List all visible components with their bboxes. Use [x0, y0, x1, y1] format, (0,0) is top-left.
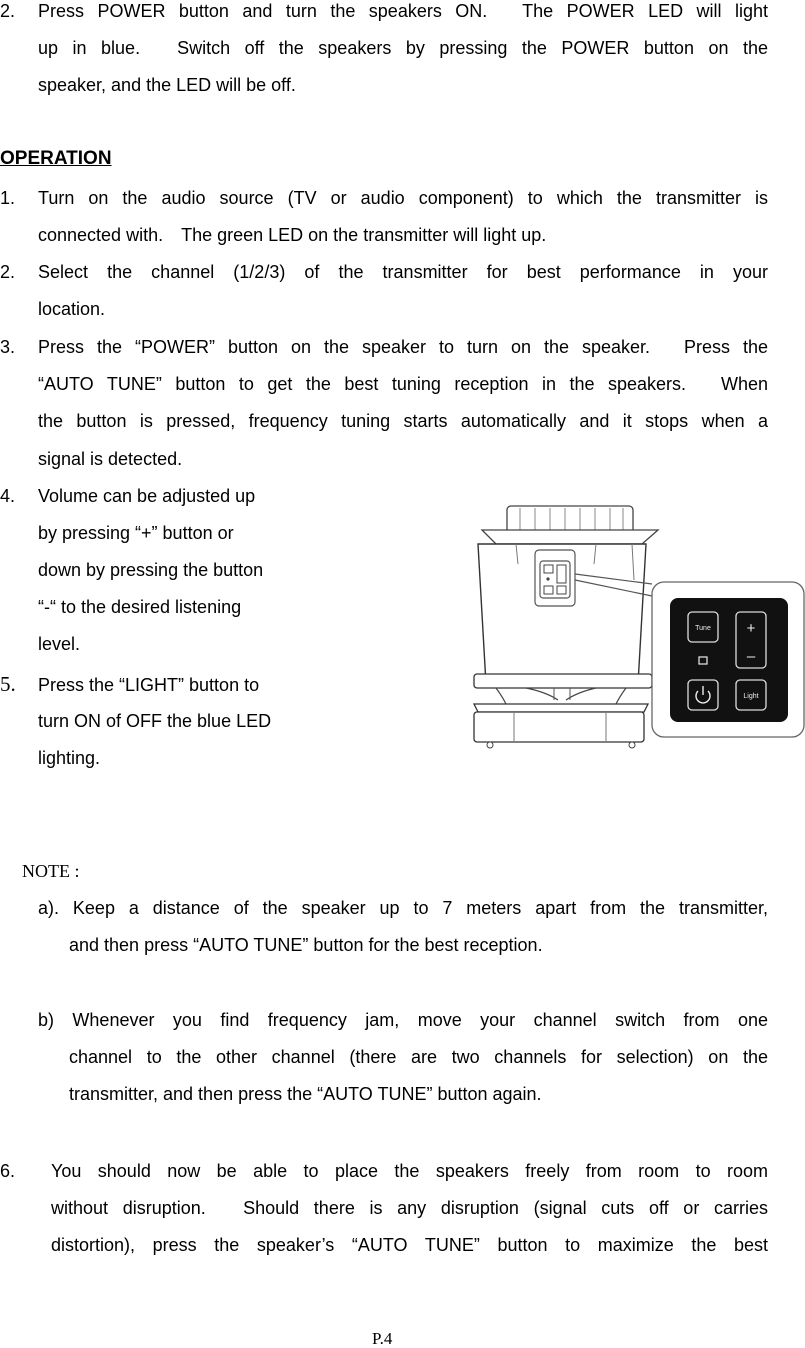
speaker-top-cap	[482, 506, 658, 544]
note-b-line-3: transmitter, and then press the “AUTO TUNE” button again.	[69, 1084, 542, 1104]
step4-number: 4.	[0, 486, 16, 506]
speaker-stand	[496, 688, 626, 704]
intro-line-1: Press POWER button and turn the speakers ON. The POWER LED will light	[38, 1, 768, 21]
step1-line-1: Turn on the audio source (TV or audio component) to which the transmitter is	[38, 188, 768, 208]
note-b-line-2: channel to the other channel (there are two channels for selection) on the	[69, 1047, 768, 1067]
step6-line-3: distortion), press the speaker’s “AUTO TUNE” button to maximize the best	[51, 1235, 768, 1255]
step3-line-1: Press the “POWER” button on the speaker to turn on the speaker. Press the	[38, 337, 768, 357]
step2-line-2: location.	[38, 299, 106, 319]
step3-line-4: signal is detected.	[38, 449, 183, 469]
control-panel-callout	[652, 582, 804, 737]
step4-line-3: down by pressing the button	[38, 560, 264, 580]
step6-line-2: without disruption. Should there is any disruption (signal cuts off or carries	[51, 1198, 768, 1218]
step3-line-2: “AUTO TUNE” button to get the best tuning reception in the speakers. When	[38, 374, 768, 394]
intro-line-2: up in blue. Switch off the speakers by pressing the POWER button on the	[38, 38, 768, 58]
step5-line-3: lighting.	[38, 748, 101, 768]
step4-line-5: level.	[38, 634, 81, 654]
note-label: NOTE :	[22, 861, 80, 881]
note-a-line-2: and then press “AUTO TUNE” button for the best reception.	[69, 935, 543, 955]
step3-number: 3.	[0, 337, 16, 357]
step3-line-3: the button is pressed, frequency tuning starts automatically and it stops when a	[38, 411, 768, 431]
speaker-mini-panel	[535, 550, 575, 606]
step1-line-2: connected with. The green LED on the transmitter will light up.	[38, 225, 547, 245]
note-b-line-1: b) Whenever you find frequency jam, move your channel switch from one	[38, 1010, 768, 1030]
step5-number: 5.	[0, 672, 16, 696]
step2-number: 2.	[0, 262, 16, 282]
intro-line-3: speaker, and the LED will be off.	[38, 75, 296, 95]
step2-line-1: Select the channel (1/2/3) of the transmitter for best performance in your	[38, 262, 768, 282]
step4-line-1: Volume can be adjusted up	[38, 486, 256, 506]
step4-line-2: by pressing “+” button or	[38, 523, 234, 543]
speaker-base	[474, 704, 648, 748]
step6-number: 6.	[0, 1161, 16, 1181]
step6-line-1: You should now be able to place the speakers freely from room to room	[51, 1161, 768, 1181]
intro-number: 2.	[0, 1, 16, 21]
step4-line-4: “-“ to the desired listening	[38, 597, 242, 617]
volume-plus-label: +	[746, 620, 756, 637]
speaker-illustration	[466, 500, 805, 752]
volume-minus-label: –	[746, 648, 756, 665]
step5-line-2: turn ON of OFF the blue LED	[38, 711, 272, 731]
tune-button-label: Tune	[695, 625, 711, 632]
step5-line-1: Press the “LIGHT” button to	[38, 675, 260, 695]
operation-heading: OPERATION	[0, 148, 112, 169]
light-button-label: Light	[743, 693, 759, 700]
note-a-line-1: a). Keep a distance of the speaker up to 7 meters apart from the transmitter,	[38, 898, 768, 918]
page-number: P.4	[372, 1329, 393, 1348]
step1-number: 1.	[0, 188, 16, 208]
